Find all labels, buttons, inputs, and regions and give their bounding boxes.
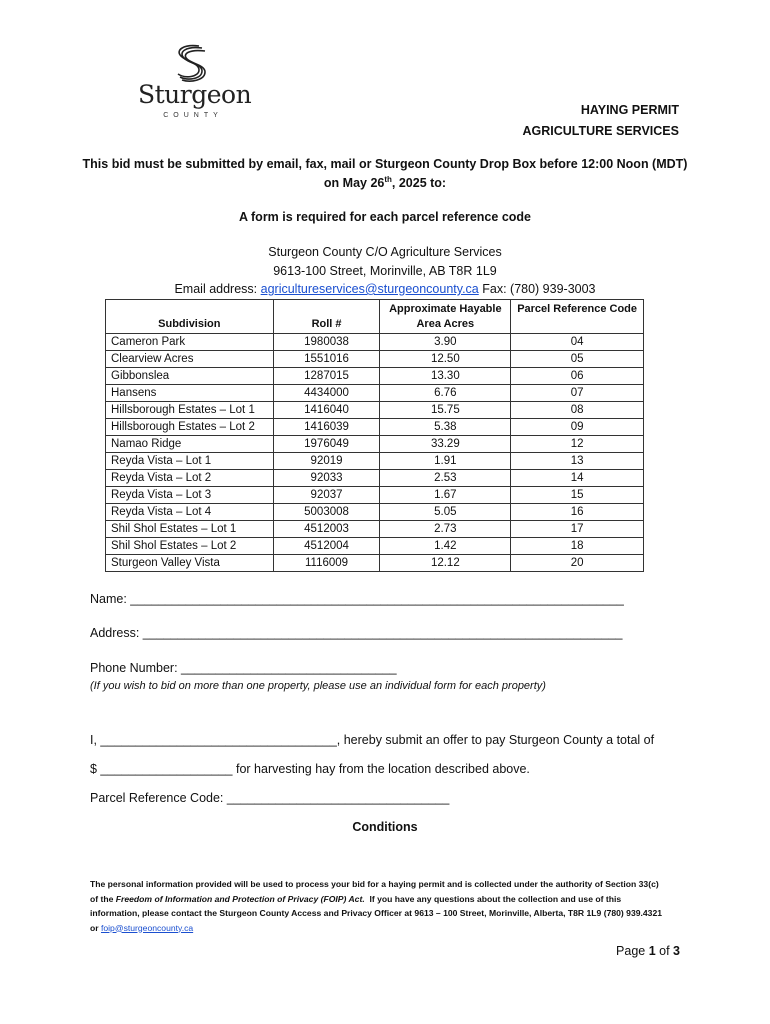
logo-subtitle: COUNTY bbox=[163, 112, 223, 119]
col-header-roll: Roll # bbox=[273, 300, 380, 334]
table-row bbox=[106, 334, 644, 351]
org-street: 9613-100 Street, Morinville, AB T8R 1L9 bbox=[273, 264, 497, 278]
acres-cell: 33.29 bbox=[380, 436, 511, 453]
page-current: 1 bbox=[648, 944, 656, 958]
roll-cell: 92037 bbox=[273, 487, 380, 504]
amount-field[interactable]: $ ___________________ for harvesting hay from the location described above. bbox=[90, 762, 530, 776]
acres-cell: 2.53 bbox=[380, 470, 511, 487]
acres-cell: 6.76 bbox=[380, 385, 511, 402]
roll-cell: 1551016 bbox=[273, 351, 380, 368]
roll-cell: 1287015 bbox=[273, 368, 380, 385]
col-header-subdivision: Subdivision bbox=[106, 300, 274, 334]
acres-cell: 12.12 bbox=[380, 555, 511, 572]
name-field[interactable]: Name: _______________________________________________________________________ bbox=[90, 592, 624, 606]
subdivision-cell: Hillsborough Estates – Lot 1 bbox=[106, 402, 274, 419]
table-row bbox=[106, 368, 644, 385]
table-body bbox=[106, 334, 644, 572]
roll-cell: 1976049 bbox=[273, 436, 380, 453]
privacy-line-4-pre: or bbox=[90, 922, 101, 933]
subdivision-cell: Cameron Park bbox=[106, 334, 274, 351]
subdivision-cell: Reyda Vista – Lot 4 bbox=[106, 504, 274, 521]
fax-number: Fax: (780) 939-3003 bbox=[482, 282, 596, 296]
parcel-code-cell: 08 bbox=[511, 402, 644, 419]
privacy-line-1: The personal information provided will be used to process your bid for a haying permit and is collected under the authority of Section 33(c) bbox=[90, 879, 659, 889]
parcel-code-field[interactable]: Parcel Reference Code: ________________________________ bbox=[90, 791, 450, 805]
parcel-code-cell: 13 bbox=[511, 453, 644, 470]
table-row bbox=[106, 538, 644, 555]
department-title: AGRICULTURE SERVICES bbox=[522, 124, 679, 138]
sturgeon-s-logo-icon bbox=[172, 44, 212, 84]
table-row bbox=[106, 487, 644, 504]
deadline-line bbox=[0, 175, 770, 190]
col-header-acres: Approximate Hayable Area Acres bbox=[380, 300, 511, 334]
acres-cell: 5.05 bbox=[380, 504, 511, 521]
acres-cell: 15.75 bbox=[380, 402, 511, 419]
parcel-code-cell: 05 bbox=[511, 351, 644, 368]
contact-line bbox=[0, 282, 770, 296]
roll-cell: 1116009 bbox=[273, 555, 380, 572]
email-link[interactable]: agricultureservices@sturgeoncounty.ca bbox=[260, 282, 479, 296]
table-row bbox=[106, 436, 644, 453]
phone-note: (If you wish to bid on more than one property, please use an individual form for each property) bbox=[90, 680, 546, 692]
foip-act-title: Freedom of Information and Protection of Privacy (FOIP) Act. bbox=[115, 893, 365, 904]
parcel-code-cell: 04 bbox=[511, 334, 644, 351]
roll-cell: 1980038 bbox=[273, 334, 380, 351]
roll-cell: 4512003 bbox=[273, 521, 380, 538]
parcel-code-cell: 16 bbox=[511, 504, 644, 521]
acres-cell: 12.50 bbox=[380, 351, 511, 368]
acres-cell: 1.42 bbox=[380, 538, 511, 555]
parcel-code-cell: 09 bbox=[511, 419, 644, 436]
table-row bbox=[106, 470, 644, 487]
acres-cell: 1.91 bbox=[380, 453, 511, 470]
privacy-notice bbox=[90, 877, 690, 935]
parcel-code-cell: 12 bbox=[511, 436, 644, 453]
parcel-code-cell: 18 bbox=[511, 538, 644, 555]
table-row bbox=[106, 419, 644, 436]
privacy-line-2-pre: of the bbox=[90, 893, 116, 904]
roll-cell: 92019 bbox=[273, 453, 380, 470]
subdivision-cell: Reyda Vista – Lot 3 bbox=[106, 487, 274, 504]
roll-cell: 92033 bbox=[273, 470, 380, 487]
privacy-line-2-post: If you have any questions about the collection and use of this bbox=[364, 893, 622, 904]
acres-cell: 1.67 bbox=[380, 487, 511, 504]
roll-cell: 4434000 bbox=[273, 385, 380, 402]
form-requirement-note: A form is required for each parcel reference code bbox=[238, 210, 531, 224]
table-row bbox=[106, 521, 644, 538]
page-total: 3 bbox=[673, 944, 680, 958]
acres-cell: 2.73 bbox=[380, 521, 511, 538]
subdivision-cell: Reyda Vista – Lot 2 bbox=[106, 470, 274, 487]
table-row bbox=[106, 402, 644, 419]
privacy-line-3: information, please contact the Sturgeon County Access and Privacy Officer at 9613 – 100 Street, Morinville, Alberta, T8R 1L9 (780) 939.4321 bbox=[90, 908, 663, 918]
email-label: Email address: bbox=[174, 282, 258, 296]
subdivision-cell: Gibbonslea bbox=[106, 368, 274, 385]
conditions-heading: Conditions bbox=[352, 820, 418, 834]
roll-cell: 1416040 bbox=[273, 402, 380, 419]
page-number bbox=[616, 944, 680, 958]
subdivision-cell: Hillsborough Estates – Lot 2 bbox=[106, 419, 274, 436]
subdivision-cell: Hansens bbox=[106, 385, 274, 402]
col-header-parcel-code: Parcel Reference Code bbox=[511, 300, 644, 334]
deadline-date-suffix: th bbox=[384, 175, 392, 184]
deadline-year: , 2025 to: bbox=[391, 176, 447, 191]
foip-email-link[interactable]: foip@sturgeoncounty.ca bbox=[100, 922, 194, 933]
table-row bbox=[106, 504, 644, 521]
subdivision-cell: Clearview Acres bbox=[106, 351, 274, 368]
phone-field[interactable]: Phone Number: _______________________________ bbox=[90, 661, 397, 675]
table-row bbox=[106, 555, 644, 572]
subdivision-cell: Sturgeon Valley Vista bbox=[106, 555, 274, 572]
offer-statement-field[interactable]: I, __________________________________, hereby submit an offer to pay Sturgeon County a total of bbox=[90, 733, 655, 747]
permit-title: HAYING PERMIT bbox=[580, 103, 679, 117]
page-label: Page bbox=[616, 944, 649, 958]
parcel-code-cell: 20 bbox=[511, 555, 644, 572]
acres-cell: 5.38 bbox=[380, 419, 511, 436]
privacy-line-4 bbox=[90, 921, 690, 936]
subdivision-cell: Shil Shol Estates – Lot 1 bbox=[106, 521, 274, 538]
org-name: Sturgeon County C/O Agriculture Services bbox=[268, 245, 502, 259]
parcel-code-cell: 06 bbox=[511, 368, 644, 385]
parcel-table bbox=[105, 299, 644, 572]
table-row bbox=[106, 351, 644, 368]
roll-cell: 4512004 bbox=[273, 538, 380, 555]
table-row bbox=[106, 453, 644, 470]
sturgeon-county-logo bbox=[138, 44, 252, 124]
address-field[interactable]: Address: _____________________________________________________________________ bbox=[90, 626, 623, 640]
submission-instructions: This bid must be submitted by email, fax, mail or Sturgeon County Drop Box before 12:00 Noon (MDT) bbox=[82, 157, 688, 171]
table-row bbox=[106, 385, 644, 402]
parcel-code-cell: 07 bbox=[511, 385, 644, 402]
roll-cell: 5003008 bbox=[273, 504, 380, 521]
parcel-code-cell: 15 bbox=[511, 487, 644, 504]
parcel-code-cell: 14 bbox=[511, 470, 644, 487]
subdivision-cell: Namao Ridge bbox=[106, 436, 274, 453]
acres-cell: 13.30 bbox=[380, 368, 511, 385]
deadline-date: on May 26 bbox=[323, 176, 385, 191]
privacy-line-2 bbox=[90, 892, 690, 907]
parcel-code-cell: 17 bbox=[511, 521, 644, 538]
subdivision-cell: Reyda Vista – Lot 1 bbox=[106, 453, 274, 470]
subdivision-cell: Shil Shol Estates – Lot 2 bbox=[106, 538, 274, 555]
page-of: of bbox=[655, 944, 674, 958]
logo-wordmark: Sturgeon bbox=[138, 80, 252, 109]
roll-cell: 1416039 bbox=[273, 419, 380, 436]
acres-cell: 3.90 bbox=[380, 334, 511, 351]
